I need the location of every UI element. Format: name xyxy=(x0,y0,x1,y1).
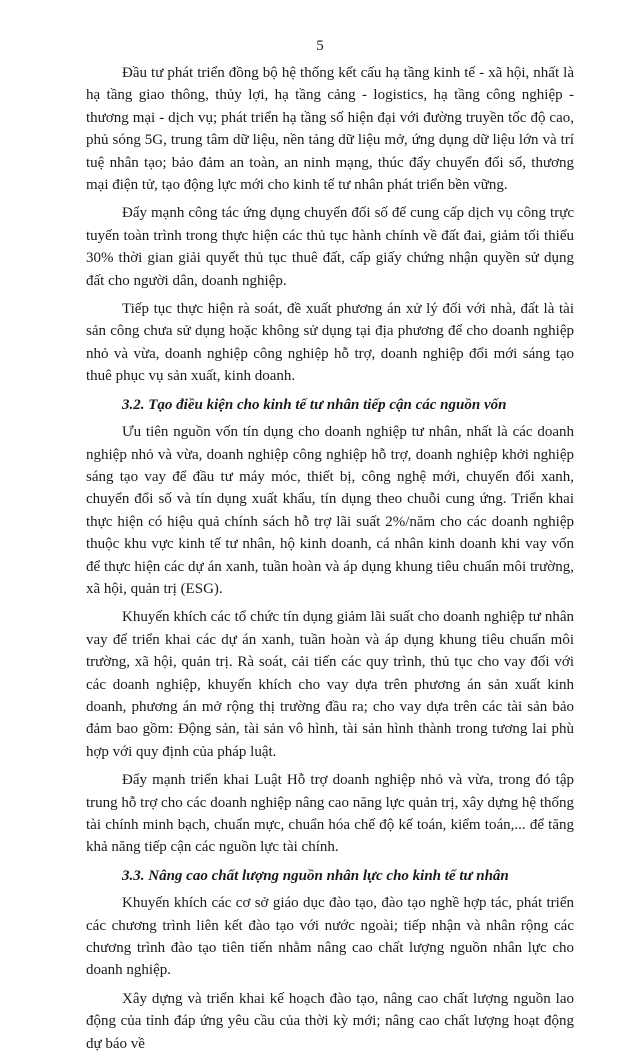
document-body xyxy=(86,62,574,1061)
section-heading: 3.2. Tạo điều kiện cho kinh tế tư nhân tiếp cận các nguồn vốn xyxy=(122,396,507,413)
paragraph: Tiếp tục thực hiện rà soát, đề xuất phương án xử lý đối với nhà, đất là tài sản công chưa sử dụng hoặc không sử dụng tại địa phương để cho doanh nghiệp nhỏ và vừa, doanh nghiệp công nghiệp hỗ trợ, doanh nghiệp đổi mới sáng tạo thuê phục vụ sản xuất, kinh doanh. xyxy=(86,301,574,385)
paragraph: Đẩy mạnh triển khai Luật Hỗ trợ doanh nghiệp nhỏ và vừa, trong đó tập trung hỗ trợ cho các doanh nghiệp nâng cao năng lực quản trị, xây dựng hệ thống tài chính minh bạch, chuẩn mực, chuẩn hóa chế độ kế toán, kiểm toán,... để tăng khả năng tiếp cận các nguồn lực tài chính. xyxy=(86,772,574,856)
page-number: 5 xyxy=(316,38,324,54)
paragraph: Khuyến khích các tổ chức tín dụng giảm lãi suất cho doanh nghiệp tư nhân vay để triển khai các dự án xanh, tuần hoàn và áp dụng khung tiêu chuẩn môi trường, xã hội, quản trị. Rà soát, cải tiến các quy trình, thủ tục cho vay đối với các doanh nghiệp, khuyến khích cho vay dựa trên phương án sản xuất kinh doanh, phương án mở rộng thị trường đầu ra; cho vay dựa trên các tài sản bảo đảm bao gồm: Động sản, tài sản vô hình, tài sản hình thành trong tương lai phù hợp với quy định của pháp luật. xyxy=(86,609,574,760)
paragraph: Đầu tư phát triển đồng bộ hệ thống kết cấu hạ tầng kinh tế - xã hội, nhất là hạ tầng giao thông, thủy lợi, hạ tầng cảng - logistics, hạ tầng công nghiệp - thương mại - dịch vụ; phát triển hạ tầng số hiện đại với đường truyền tốc độ cao, phủ sóng 5G, trung tâm dữ liệu, nền tảng dữ liệu mở, ứng dụng dữ liệu lớn và trí tuệ nhân tạo; bảo đảm an toàn, an ninh mạng, thúc đẩy chuyển đổi số, thương mại điện tử, tạo động lực mới cho kinh tế tư nhân phát triển bền vững. xyxy=(86,65,574,194)
section-heading: 3.3. Nâng cao chất lượng nguồn nhân lực cho kinh tế tư nhân xyxy=(122,867,509,884)
paragraph: Đẩy mạnh công tác ứng dụng chuyển đổi số để cung cấp dịch vụ công trực tuyến toàn trình trong thực hiện các thủ tục hành chính về đất đai, giảm tối thiểu 30% thời gian giải quyết thủ tục thuê đất, cấp giấy chứng nhận quyền sử dụng đất cho người dân, doanh nghiệp. xyxy=(86,205,574,289)
paragraph: Khuyến khích các cơ sở giáo dục đào tạo, đào tạo nghề hợp tác, phát triển các chương trình liên kết đào tạo với nước ngoài; tiếp nhận và nhân rộng các chương trình đào tạo tiên tiến nhằm nâng cao chất lượng nguồn nhân lực cho doanh nghiệp. xyxy=(86,895,574,979)
paragraph: Ưu tiên nguồn vốn tín dụng cho doanh nghiệp tư nhân, nhất là các doanh nghiệp nhỏ và vừa, doanh nghiệp công nghiệp hỗ trợ, doanh nghiệp khởi nghiệp sáng tạo vay để đầu tư máy móc, thiết bị, công nghệ mới, chuyển đổi xanh, chuyển đổi số và tín dụng xuất khẩu, tín dụng theo chuỗi cung ứng. Triển khai thực hiện có hiệu quả chính sách hỗ trợ lãi suất 2%/năm cho các doanh nghiệp thuộc khu vực kinh tế tư nhân, hộ kinh doanh, cá nhân kinh doanh khi vay vốn để thực hiện các dự án xanh, tuần hoàn và áp dụng khung tiêu chuẩn môi trường, xã hội, quản trị (ESG). xyxy=(86,424,574,597)
paragraph: Xây dựng và triển khai kế hoạch đào tạo, nâng cao chất lượng nguồn lao động của tỉnh đáp ứng yêu cầu của thời kỳ mới; nâng cao chất lượng hoạt động dự báo về xyxy=(86,990,574,1052)
